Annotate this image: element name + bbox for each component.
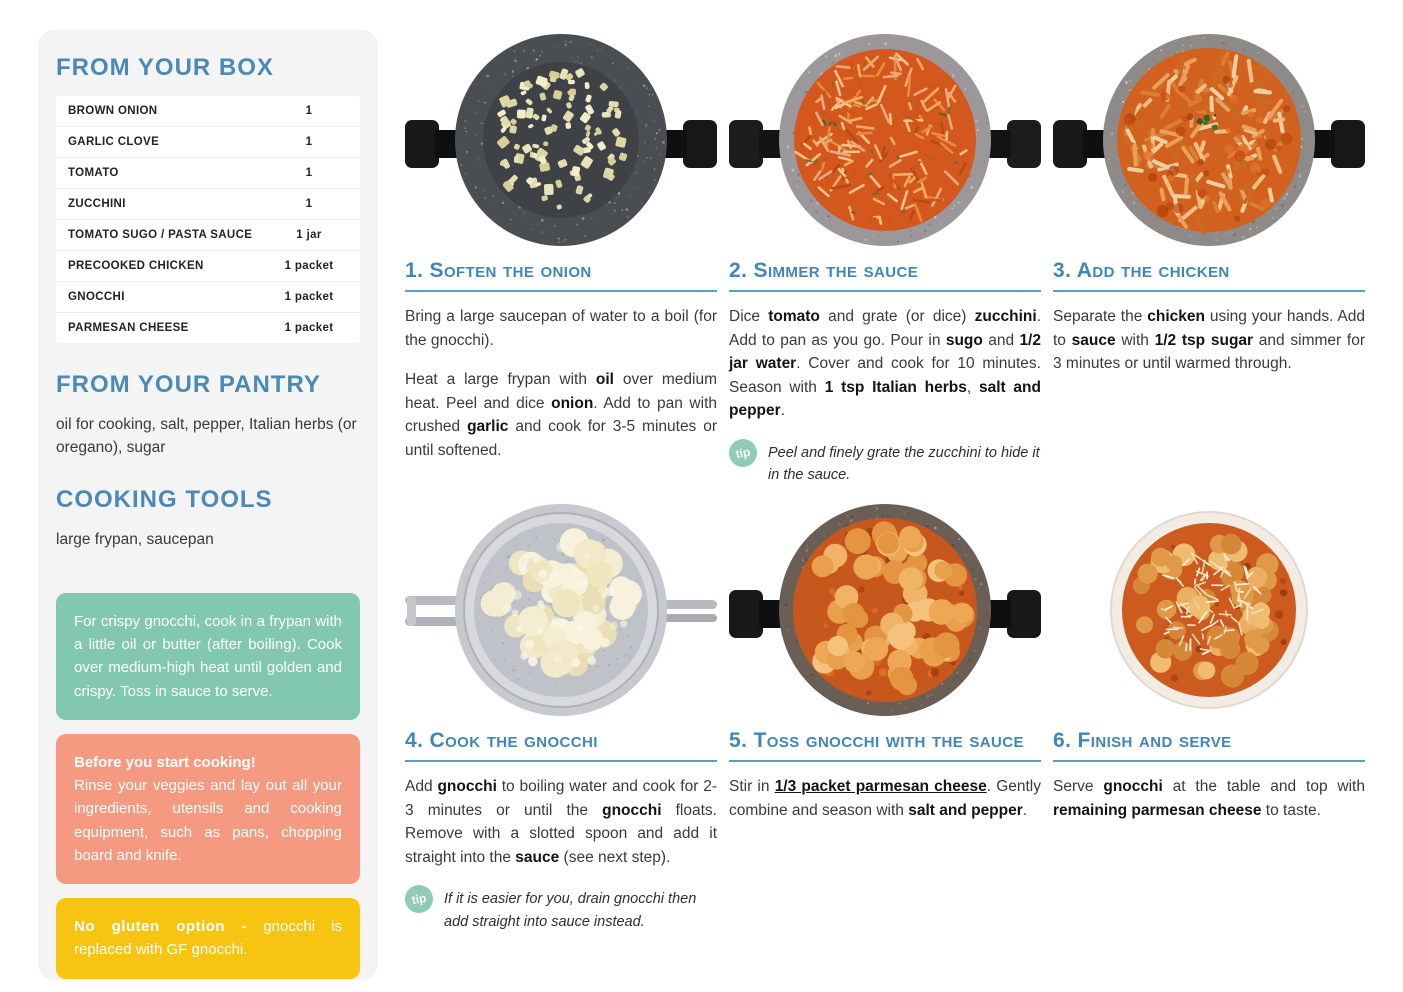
ingredient-name: GARLIC CLOVE xyxy=(68,136,160,148)
ingredient-row xyxy=(56,127,360,158)
step-5-instructions xyxy=(729,775,1041,822)
step-1-rule xyxy=(405,290,717,292)
ingredient-name: TOMATO SUGO / PASTA SAUCE xyxy=(68,229,253,241)
instruction-paragraph: Add gnocchi to boiling water and cook for 2-3 minutes or until the gnocchi floats. Remove with a slotted spoon and add it straight into the sauce (see next step). xyxy=(405,778,718,866)
step-1 xyxy=(405,30,717,478)
from-your-box-heading: FROM YOUR BOX xyxy=(56,54,274,81)
ingredient-quantity: 1 xyxy=(305,198,313,210)
step-5 xyxy=(729,500,1041,838)
ingredient-name: PRECOOKED CHICKEN xyxy=(68,260,204,272)
gluten-option-note-bold: No gluten option - xyxy=(74,918,248,935)
step-4 xyxy=(405,500,717,933)
step-4-rule xyxy=(405,760,717,762)
step-3 xyxy=(1053,30,1365,392)
step-3-title: 3. Add the chicken xyxy=(1053,259,1230,282)
step-2-instructions xyxy=(729,305,1041,423)
instruction-paragraph: Serve gnocchi at the table and top with remaining parmesan cheese to taste. xyxy=(1053,778,1365,819)
ingredient-name: ZUCCHINI xyxy=(68,198,126,210)
ingredient-row xyxy=(56,158,360,189)
step-6-photo-serving-bowl xyxy=(1053,500,1365,720)
ingredient-name: TOMATO xyxy=(68,167,119,179)
step-2 xyxy=(729,30,1041,487)
ingredient-name: BROWN ONION xyxy=(68,105,158,117)
ingredient-quantity: 1 xyxy=(305,167,313,179)
before-cooking-note-title: Before you start cooking! xyxy=(74,753,256,771)
ingredient-row xyxy=(56,282,360,313)
step-4-tip xyxy=(405,885,717,933)
ingredients-table xyxy=(56,96,360,343)
instruction-paragraph: Stir in 1/3 packet parmesan cheese. Gently combine and season with salt and pepper. xyxy=(729,778,1041,819)
step-4-photo-gnocchi-strainer xyxy=(405,500,717,720)
step-4-tip-text: If it is easier for you, drain gnocchi then add straight into sauce instead. xyxy=(444,891,697,930)
before-cooking-note-text: Rinse your veggies and lay out all your ingredients, utensils and cooking equipment, such as pans, chopping board and knife. xyxy=(74,777,342,864)
step-5-photo-gnocchi-sauce-pan xyxy=(729,500,1041,720)
ingredient-row xyxy=(56,189,360,220)
ingredient-row xyxy=(56,96,360,127)
step-2-tip xyxy=(729,439,1041,487)
ingredient-name: GNOCCHI xyxy=(68,291,125,303)
instruction-paragraph: Separate the chicken using your hands. Add to sauce with 1/2 tsp sugar and simmer for 3 minutes or until warmed through. xyxy=(1053,308,1365,373)
cooking-tools-heading: COOKING TOOLS xyxy=(56,485,273,513)
step-3-instructions xyxy=(1053,305,1365,376)
ingredient-row xyxy=(56,313,360,343)
gluten-option-note xyxy=(56,898,360,979)
tip-badge-icon: tip xyxy=(727,437,759,469)
ingredient-name: PARMESAN CHEESE xyxy=(68,322,189,334)
ingredient-quantity: 1 packet xyxy=(284,260,334,272)
step-2-title: 2. Simmer the sauce xyxy=(729,259,919,282)
ingredient-row xyxy=(56,220,360,251)
before-cooking-note xyxy=(56,734,360,884)
from-your-pantry-heading: FROM YOUR PANTRY xyxy=(56,371,321,398)
step-1-title: 1. Soften the onion xyxy=(405,259,592,282)
ingredient-quantity: 1 xyxy=(305,105,313,117)
step-4-instructions xyxy=(405,775,717,869)
step-5-rule xyxy=(729,760,1041,762)
step-6 xyxy=(1053,500,1365,838)
step-2-photo-sauce-pan xyxy=(729,30,1041,250)
step-5-title: 5. Toss gnocchi with the sauce xyxy=(729,729,1024,752)
crispy-gnocchi-note xyxy=(56,593,360,720)
pantry-items-text: oil for cooking, salt, pepper, Italian herbs (or oregano), sugar xyxy=(56,416,357,457)
instruction-paragraph: Bring a large saucepan of water to a boil (for the gnocchi). xyxy=(405,308,717,349)
cooking-tools-text: large frypan, saucepan xyxy=(56,530,214,548)
crispy-gnocchi-note-text: For crispy gnocchi, cook in a frypan with a little oil or butter (after boiling). Cook over medium-high heat until golden and crispy. Toss in sauce to serve. xyxy=(74,612,342,700)
step-2-tip-text: Peel and finely grate the zucchini to hide it in the sauce. xyxy=(768,444,1040,484)
step-6-rule xyxy=(1053,760,1365,762)
ingredient-quantity: 1 packet xyxy=(284,322,334,334)
tip-badge-icon: tip xyxy=(403,883,435,915)
step-2-rule xyxy=(729,290,1041,292)
instruction-paragraph: Heat a large frypan with oil over medium heat. Peel and dice onion. Add to pan with crushed garlic and cook for 3-5 minutes or until softened. xyxy=(405,371,717,459)
ingredient-quantity: 1 xyxy=(305,136,313,148)
step-3-rule xyxy=(1053,290,1365,292)
step-6-title: 6. Finish and serve xyxy=(1053,729,1232,752)
instruction-paragraph: Dice tomato and grate (or dice) zucchini. Add to pan as you go. Pour in sugo and 1/2 jar water. Cover and cook for 10 minutes. Season with 1 tsp Italian herbs, salt and pepper. xyxy=(729,308,1041,420)
ingredient-quantity: 1 packet xyxy=(284,291,334,303)
step-4-title: 4. Cook the gnocchi xyxy=(405,729,598,752)
step-6-instructions xyxy=(1053,775,1365,822)
ingredient-quantity: 1 jar xyxy=(296,229,322,241)
step-1-photo-pan-onion xyxy=(405,30,717,250)
step-3-photo-chicken-sauce-pan xyxy=(1053,30,1365,250)
gluten-option-note-text: gnocchi is replaced with GF gnocchi. xyxy=(74,918,342,959)
ingredient-row xyxy=(56,251,360,282)
step-1-instructions xyxy=(405,305,717,462)
ingredients-sidebar xyxy=(38,30,378,980)
